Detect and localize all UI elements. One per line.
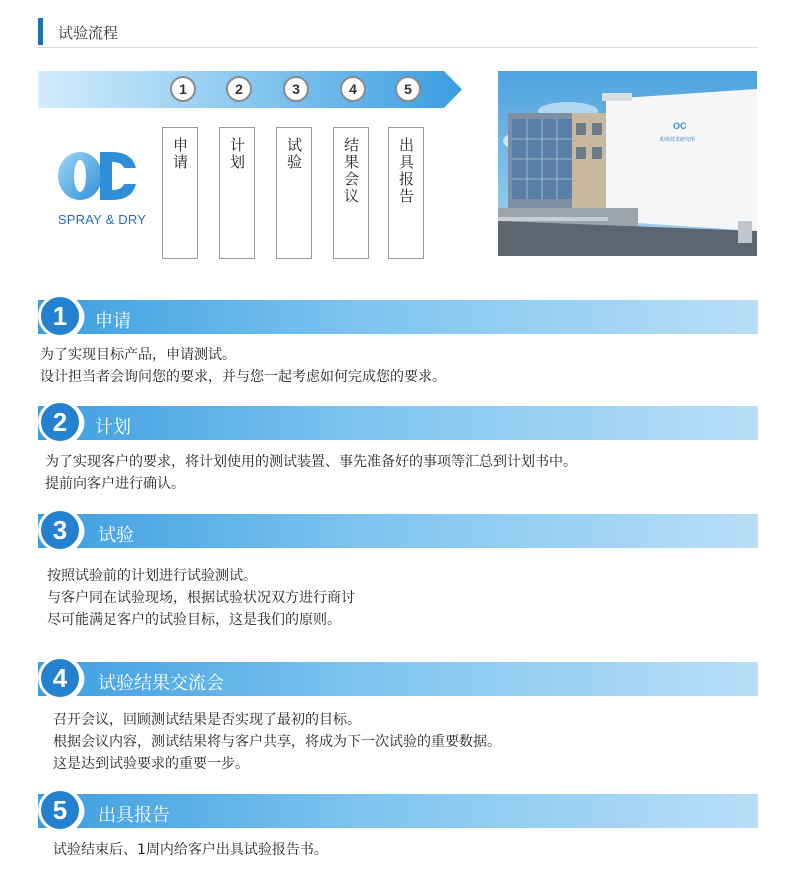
section-number: 5 xyxy=(38,788,82,832)
body-line: 设计担当者会询问您的要求，并与您一起考虑如何完成您的要求。 xyxy=(40,369,446,385)
flow-box-test xyxy=(276,127,312,259)
section-5-header xyxy=(38,788,758,834)
flow-box-label: 计划 xyxy=(230,136,246,171)
body-line: 根据会议内容，测试结果将与客户共享，将成为下一次试验的重要数据。 xyxy=(53,734,501,750)
section-3-body xyxy=(47,565,355,631)
section-number: 4 xyxy=(38,656,82,700)
flow-box-label: 出具报告 xyxy=(399,136,415,205)
flow-step-5: 5 xyxy=(395,76,421,102)
section-1-header xyxy=(38,294,758,340)
flow-step-3: 3 xyxy=(283,76,309,102)
section-strip xyxy=(38,514,758,548)
section-1-body xyxy=(40,344,446,388)
section-2-body xyxy=(45,451,577,495)
body-line: 为了实现客户的要求，将计划使用的测试装置、事先准备好的事项等汇总到计划书中。 xyxy=(45,454,577,470)
flow-step-1: 1 xyxy=(170,76,196,102)
flow-box-label: 试验 xyxy=(287,136,303,171)
section-title: 试验 xyxy=(98,525,134,546)
flow-box-report xyxy=(388,127,424,259)
flow-box-meeting xyxy=(333,127,369,259)
section-title: 申请 xyxy=(95,311,131,332)
section-4-header xyxy=(38,656,758,702)
section-5-body xyxy=(53,839,328,861)
page-title: 试验流程 xyxy=(58,24,119,42)
body-line: 按照试验前的计划进行试验测试。 xyxy=(47,568,257,584)
body-line: 提前向客户进行确认。 xyxy=(45,476,185,492)
building-photo xyxy=(498,71,757,256)
svg-text:OC: OC xyxy=(673,121,687,131)
section-3-header xyxy=(38,508,758,554)
body-line: 试验结束后、1周内给客户出具试验报告书。 xyxy=(53,842,328,858)
flow-box-plan xyxy=(219,127,255,259)
section-title: 试验结果交流会 xyxy=(98,673,224,694)
building-sign: 粉体技术研究所 xyxy=(660,137,696,143)
flow-box-label: 申请 xyxy=(173,136,189,171)
section-number: 1 xyxy=(38,294,82,338)
section-number: 3 xyxy=(38,508,82,552)
logo-text: SPRAY & DRY xyxy=(57,212,147,227)
flow-step-4: 4 xyxy=(340,76,366,102)
section-title: 出具报告 xyxy=(98,805,170,826)
body-line: 这是达到试验要求的重要一步。 xyxy=(53,756,249,772)
flow-box-apply xyxy=(162,127,198,259)
section-2-header xyxy=(38,400,758,446)
flow-box-label: 结果会议 xyxy=(344,136,360,205)
body-line: 召开会议，回顾测试结果是否实现了最初的目标。 xyxy=(53,712,361,728)
flow-step-2: 2 xyxy=(226,76,252,102)
section-header xyxy=(38,16,758,48)
section-number: 2 xyxy=(38,400,82,444)
body-line: 与客户同在试验现场，根据试验状况双方进行商讨 xyxy=(47,590,355,606)
section-4-body xyxy=(53,709,501,775)
header-accent-bar xyxy=(38,18,43,45)
section-title: 计划 xyxy=(95,417,131,438)
section-strip xyxy=(38,406,758,440)
body-line: 为了实现目标产品，申请测试。 xyxy=(40,347,236,363)
section-strip xyxy=(38,300,758,334)
body-line: 尽可能满足客户的试验目标，这是我们的原则。 xyxy=(47,612,341,628)
